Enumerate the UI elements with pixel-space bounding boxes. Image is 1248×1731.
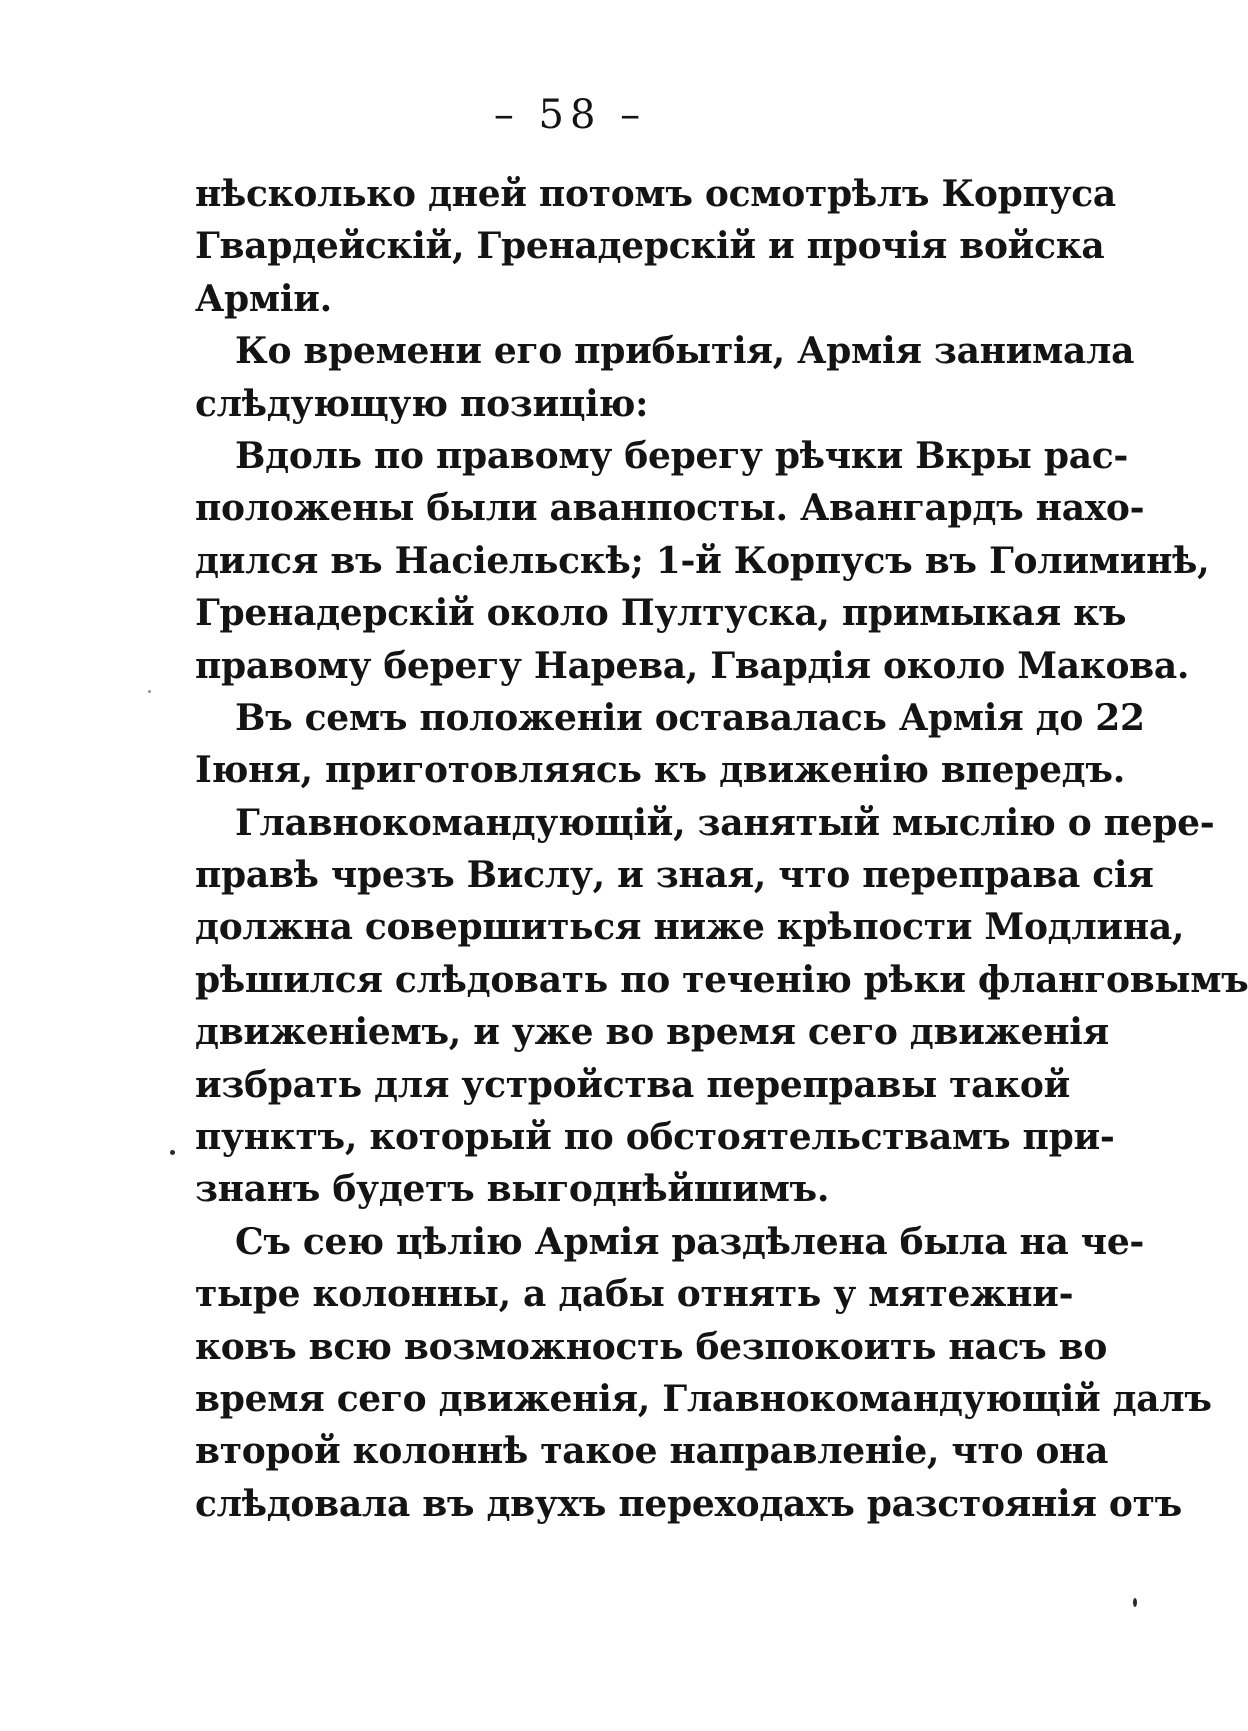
scan-speck [1133,1598,1137,1607]
text-line: слѣдующую позицію: [195,382,649,425]
text-line: Ко времени его прибытія, Армія занимала [235,330,1135,373]
text-line: Вдоль по правому берегу рѣчки Вкры рас- [235,434,1128,477]
text-line: Гвардейскій, Гренадерскій и прочія войска [195,225,1105,268]
text-line: дился въ Насіельскѣ; 1-й Корпусъ въ Голиминѣ, [195,539,1210,582]
page-number: – 58 – [493,92,647,138]
text-line: избрать для устройства переправы такой [195,1063,1070,1106]
paragraph [195,1216,1212,1530]
scan-speck [170,1150,175,1155]
body-text [195,168,1248,1530]
text-line: знанъ будетъ выгоднѣйшимъ. [195,1168,830,1211]
text-line: Гренадерскій около Пултуска, примыкая къ [195,592,1127,635]
text-line: нѣсколько дней потомъ осмотрѣлъ Корпуса [195,173,1116,215]
text-line: время сего движенія, Главнокомандующій далъ [195,1377,1212,1420]
text-line: рѣшился слѣдовать по теченію рѣки фланговымъ [195,958,1248,1001]
text-line: Съ сею цѣлію Армія раздѣлена была на че- [235,1220,1145,1263]
text-line: правѣ чрезъ Вислу, и зная, что переправа сія [195,854,1154,897]
text-line: второй колоннѣ такое направленіе, что она [195,1430,1109,1473]
text-line: должна совершиться ниже крѣпости Модлина, [195,906,1185,949]
text-line: движеніемъ, и уже во время сего движенія [195,1011,1109,1054]
text-line: слѣдовала въ двухъ переходахъ разстоянія отъ [195,1482,1182,1525]
paragraph [195,797,1248,1216]
text-line: правому берегу Нарева, Гвардія около Макова. [195,644,1190,687]
text-line: ковъ всю возможность безпокоить насъ во [195,1325,1108,1368]
text-line: Арміи. [195,277,332,320]
scan-speck [148,690,151,693]
paragraph [195,325,1135,430]
text-line: Іюня, приготовляясь къ движенію впередъ. [195,749,1125,792]
text-line: Главнокомандующій, занятый мыслію о пере- [235,801,1215,844]
text-line: положены были аванпосты. Авангардъ нахо- [195,487,1145,530]
text-line: тыре колонны, а дабы отнять у мятежни- [195,1273,1074,1316]
text-line: Въ семъ положеніи оставалась Армія до 22 [235,696,1145,739]
paragraph [195,430,1210,692]
paragraph-continuation [195,168,1116,325]
text-line: пунктъ, который по обстоятельствамъ при- [195,1116,1115,1159]
paragraph [195,692,1145,797]
